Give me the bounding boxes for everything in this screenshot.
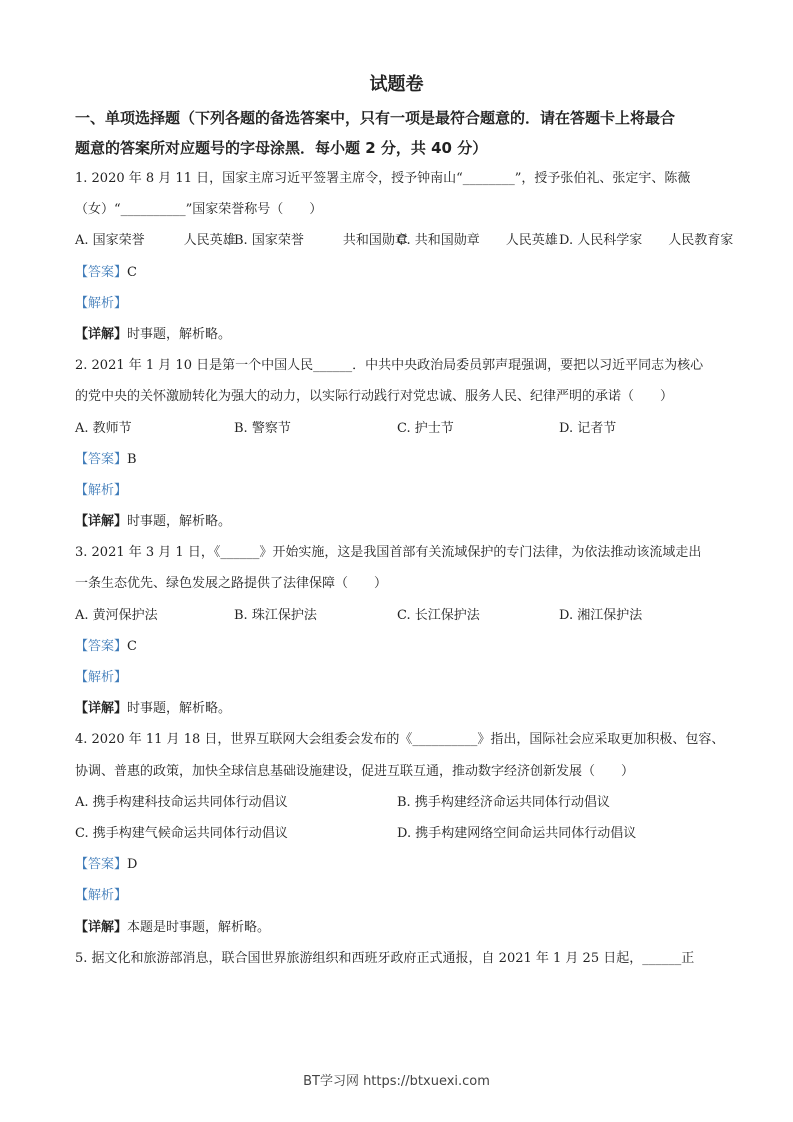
analysis-line [75, 288, 725, 319]
options-row [75, 225, 734, 256]
answer-value: C [127, 638, 137, 654]
exam-content [75, 103, 734, 974]
analysis-line [75, 662, 725, 693]
option-A[interactable]: A. 黄河保护法 [75, 607, 158, 623]
option-A[interactable]: A. 携手构建科技命运共同体行动倡议 [75, 794, 288, 810]
options-row [75, 600, 725, 631]
option-C[interactable]: C. 长江保护法 [397, 607, 480, 623]
answer-label: 【答案】 [75, 638, 128, 654]
answer-value: C [127, 264, 137, 280]
detail-line [75, 693, 725, 724]
answer-value: B [127, 451, 137, 467]
question-text: 4. 2020 年 11 月 18 日，世界互联网大会组委会发布的《__________》指出，国际社会应采取更加积极、包容、 [75, 732, 725, 748]
analysis-line [75, 880, 725, 911]
option-A[interactable]: A. 国家荣誉 人民英雄 [75, 233, 236, 249]
section-heading: 题意的答案所对应题号的字母涂黑．每小题 2 分，共 40 分） [75, 139, 488, 157]
answer-label: 【答案】 [75, 451, 128, 467]
question-text: （女）“__________”国家荣誉称号（ ） [75, 202, 323, 218]
detail-line [75, 506, 725, 537]
question-2 [75, 350, 725, 537]
option-D[interactable]: D. 记者节 [559, 420, 617, 436]
question-4 [75, 724, 725, 942]
options-row [75, 787, 725, 818]
answer-line [75, 631, 725, 662]
footer-watermark: BT学习网 https://btxuexi.com [303, 1074, 490, 1089]
answer-line [75, 257, 725, 288]
option-C[interactable]: C. 携手构建气候命运共同体行动倡议 [75, 825, 288, 841]
analysis-label: 【解析】 [75, 670, 128, 685]
detail-label: 【详解】 [75, 514, 128, 530]
question-5-text: 5. 据文化和旅游部消息，联合国世界旅游组织和西班牙政府正式通报，自 2021 年 1 月 25 日起，______正 [75, 950, 695, 966]
option-B[interactable]: B. 国家荣誉 共和国勋章 [234, 233, 408, 249]
analysis-label: 【解析】 [75, 295, 128, 311]
question-text: 2. 2021 年 1 月 10 日是第一个中国人民______．中共中央政治局委员郭声琨强调，要把以习近平同志为核心 [75, 358, 704, 374]
detail-label: 【详解】 [75, 919, 128, 935]
answer-label: 【答案】 [75, 857, 128, 873]
question-text: 3. 2021 年 3 月 1 日，《______》开始实施，这是我国首部有关流域保护的专门法律，为依法推动该流域走出 [75, 545, 702, 561]
detail-text: 本题是时事题，解析略。 [127, 919, 271, 935]
analysis-label: 【解析】 [75, 482, 128, 498]
answer-line [75, 849, 725, 880]
question-text: 一条生态优先、绿色发展之路提供了法律保障（ ） [75, 576, 388, 592]
question-text: 协调、普惠的政策，加快全球信息基础设施建设，促进互联互通，推动数字经济创新发展（ ） [75, 763, 635, 779]
answer-label: 【答案】 [75, 264, 128, 280]
detail-text: 时事题，解析略。 [127, 326, 232, 342]
answer-line [75, 444, 725, 475]
option-B[interactable]: B. 警察节 [234, 420, 291, 436]
analysis-label: 【解析】 [75, 888, 128, 904]
question-text: 的党中央的关怀激励转化为强大的动力，以实际行动践行对党忠诚、服务人民、纪律严明的承诺（ ） [75, 389, 674, 405]
option-D[interactable]: D. 人民科学家 人民教育家 [559, 233, 734, 249]
option-D[interactable]: D. 携手构建网络空间命运共同体行动倡议 [397, 825, 637, 841]
option-D[interactable]: D. 湘江保护法 [559, 607, 643, 623]
detail-line [75, 319, 725, 350]
analysis-line [75, 475, 725, 506]
answer-value: D [127, 857, 138, 873]
question-3 [75, 537, 725, 724]
section-heading: 一、单项选择题（下列各题的备选答案中，只有一项是最符合题意的．请在答题卡上将最合 [75, 109, 676, 127]
page-title: 试题卷 [369, 74, 424, 95]
option-B[interactable]: B. 携手构建经济命运共同体行动倡议 [397, 794, 610, 810]
option-A[interactable]: A. 教师节 [75, 420, 132, 436]
question-1 [75, 163, 734, 350]
option-C[interactable]: C. 共和国勋章 人民英雄 [397, 233, 558, 249]
options-row [75, 413, 725, 444]
options-row [75, 818, 725, 849]
question-text: 1. 2020 年 8 月 11 日，国家主席习近平签署主席令，授予钟南山“________”，授予张伯礼、张定宇、陈薇 [75, 171, 691, 186]
detail-label: 【详解】 [75, 326, 128, 342]
option-B[interactable]: B. 珠江保护法 [234, 607, 317, 623]
detail-text: 时事题，解析略。 [127, 701, 232, 717]
detail-label: 【详解】 [75, 701, 128, 717]
option-C[interactable]: C. 护士节 [397, 420, 454, 436]
detail-text: 时事题，解析略。 [127, 514, 232, 530]
detail-line [75, 912, 725, 943]
